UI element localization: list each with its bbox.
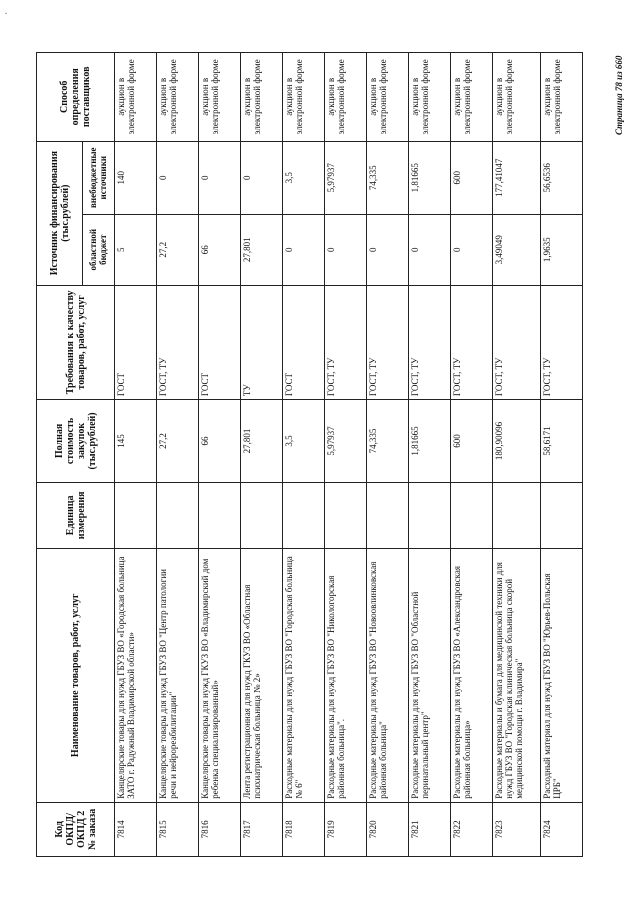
- row-regional: 0: [283, 214, 325, 285]
- row-unit: [241, 482, 283, 548]
- row-quality: ГОСТ: [283, 285, 325, 400]
- table-row: [541, 53, 583, 857]
- row-unit: [493, 482, 541, 548]
- row-method: аукцион в электронной форме: [199, 53, 241, 142]
- row-code: 7816: [199, 802, 241, 856]
- row-name: Расходные материалы для нужд ГБУЗ ВО "Новоовлинковская районная больница": [367, 548, 409, 802]
- row-method: аукцион в электронной форме: [157, 53, 199, 142]
- row-regional: 5: [115, 214, 157, 285]
- row-quality: ГОСТ: [115, 285, 157, 400]
- header-unit: Единица измерения: [37, 482, 115, 548]
- row-code: 7815: [157, 802, 199, 856]
- header-regional-budget: областной бюджет: [83, 214, 115, 285]
- row-method: аукцион в электронной форме: [283, 53, 325, 142]
- row-cost: 3,5: [283, 400, 325, 483]
- row-quality: ГОСТ, ТУ: [367, 285, 409, 400]
- row-unit: [367, 482, 409, 548]
- row-name: Расходный материал для нужд ГБУЗ ВО "Юрьев-Польская ЦРБ": [541, 548, 583, 802]
- row-cost: 1,81665: [409, 400, 451, 483]
- row-cost: 145: [115, 400, 157, 483]
- table-row: [115, 53, 157, 857]
- scan-speck: ·: [4, 6, 8, 20]
- row-extra: 0: [199, 141, 241, 214]
- row-unit: [199, 482, 241, 548]
- row-quality: ГОСТ, ТУ: [157, 285, 199, 400]
- header-code: Код ОКПД/ ОКПД 2 № заказа: [37, 802, 115, 856]
- table-row: [409, 53, 451, 857]
- row-name: Лента регистрационная для нужд ГКУЗ ВО «Областная психиатрическая больница № 2»: [241, 548, 283, 802]
- row-cost: 5,97937: [325, 400, 367, 483]
- row-extra: 74,335: [367, 141, 409, 214]
- row-regional: 27,801: [241, 214, 283, 285]
- row-code: 7814: [115, 802, 157, 856]
- header-financing: Источник финансирования (тыс.рублей): [37, 141, 83, 285]
- row-quality: ТУ: [241, 285, 283, 400]
- row-regional: 1,9635: [541, 214, 583, 285]
- table-row: [241, 53, 283, 857]
- row-method: аукцион в электронной форме: [241, 53, 283, 142]
- row-unit: [325, 482, 367, 548]
- row-extra: 600: [451, 141, 493, 214]
- row-regional: 0: [409, 214, 451, 285]
- row-quality: ГОСТ, ТУ: [325, 285, 367, 400]
- row-unit: [541, 482, 583, 548]
- row-extra: 177,41047: [493, 141, 541, 214]
- row-quality: ГОСТ, ТУ: [451, 285, 493, 400]
- header-cost: Полная стоимость закупок (тыс.рублей): [37, 400, 115, 483]
- row-extra: 3,5: [283, 141, 325, 214]
- row-unit: [157, 482, 199, 548]
- row-regional: 0: [367, 214, 409, 285]
- row-cost: 74,335: [367, 400, 409, 483]
- row-code: 7822: [451, 802, 493, 856]
- table-row: [283, 53, 325, 857]
- procurement-table: [36, 52, 583, 857]
- row-cost: 58,6171: [541, 400, 583, 483]
- table-row: [367, 53, 409, 857]
- row-cost: 180,90096: [493, 400, 541, 483]
- row-regional: 3,49049: [493, 214, 541, 285]
- row-unit: [115, 482, 157, 548]
- header-name: Наименование товаров, работ, услуг: [37, 548, 115, 802]
- row-method: аукцион в электронной форме: [325, 53, 367, 142]
- row-cost: 27,801: [241, 400, 283, 483]
- row-name: Расходные материалы для нужд ГБУЗ ВО "Городская больница № 6": [283, 548, 325, 802]
- row-regional: 0: [325, 214, 367, 285]
- table-row: [157, 53, 199, 857]
- row-regional: 66: [199, 214, 241, 285]
- row-extra: 0: [241, 141, 283, 214]
- row-name: Канцелярские товары для нужд ГБУЗ ВО «Городская больница ЗАТО г. Радужный Владимирской области»: [115, 548, 157, 802]
- row-extra: 140: [115, 141, 157, 214]
- row-method: аукцион в электронной форме: [493, 53, 541, 142]
- header-quality: Требования к качеству товаров, работ, услуг: [37, 285, 115, 400]
- row-quality: ГОСТ: [199, 285, 241, 400]
- row-method: аукцион в электронной форме: [115, 53, 157, 142]
- table-body: [115, 53, 583, 857]
- row-extra: 0: [157, 141, 199, 214]
- row-method: аукцион в электронной форме: [541, 53, 583, 142]
- table-row: [199, 53, 241, 857]
- row-method: аукцион в электронной форме: [367, 53, 409, 142]
- row-unit: [409, 482, 451, 548]
- row-name: Канцелярские товары для нужд ГБУЗ ВО "Центр патологии речи и нейрореабилитации": [157, 548, 199, 802]
- table-row: [451, 53, 493, 857]
- row-code: 7821: [409, 802, 451, 856]
- row-method: аукцион в электронной форме: [409, 53, 451, 142]
- row-regional: 0: [451, 214, 493, 285]
- row-code: 7817: [241, 802, 283, 856]
- page-footer: Страница 78 из 660: [614, 55, 624, 135]
- row-name: Расходные материалы для нужд ГБУЗ ВО "Областной перинатальный центр": [409, 548, 451, 802]
- table-row: [325, 53, 367, 857]
- row-unit: [451, 482, 493, 548]
- row-extra: 56,6536: [541, 141, 583, 214]
- header-method: Способ определения поставщиков: [37, 53, 115, 142]
- row-extra: 5,97937: [325, 141, 367, 214]
- row-code: 7820: [367, 802, 409, 856]
- row-unit: [283, 482, 325, 548]
- row-code: 7823: [493, 802, 541, 856]
- row-quality: ГОСТ, ТУ: [541, 285, 583, 400]
- row-cost: 600: [451, 400, 493, 483]
- row-method: аукцион в электронной форме: [451, 53, 493, 142]
- row-name: Канцелярские товары для нужд ГКУЗ ВО «Владимирский дом ребенка специализированный»: [199, 548, 241, 802]
- row-name: Расходные материалы для нужд ГБУЗ ВО "Никологорская районная больница".: [325, 548, 367, 802]
- row-cost: 66: [199, 400, 241, 483]
- row-regional: 27,2: [157, 214, 199, 285]
- row-code: 7818: [283, 802, 325, 856]
- row-quality: ГОСТ, ТУ: [493, 285, 541, 400]
- row-code: 7819: [325, 802, 367, 856]
- row-cost: 27,2: [157, 400, 199, 483]
- row-quality: ГОСТ, ТУ: [409, 285, 451, 400]
- row-name: Расходные материалы и бумага для медицинской техники для нужд ГБУЗ ВО "Городская клиническая больница скорой медицинской помощи г. Владимира": [493, 548, 541, 802]
- table-row: [493, 53, 541, 857]
- header-extra-budget: внебюджетные источники: [83, 141, 115, 214]
- row-name: Расходные материалы для нужд ГБУЗ ВО «Александровская районная больница»: [451, 548, 493, 802]
- row-code: 7824: [541, 802, 583, 856]
- row-extra: 1,81665: [409, 141, 451, 214]
